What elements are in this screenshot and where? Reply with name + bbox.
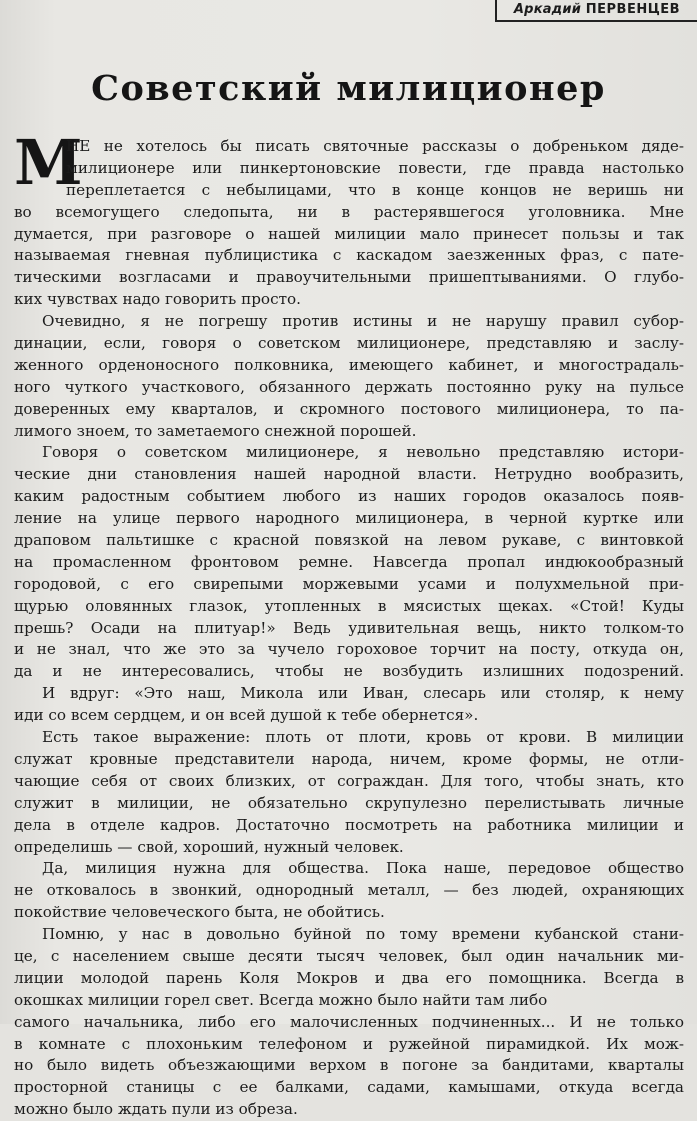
text-line: чающие себя от своих близких, от сограждан. Для того, чтобы знать, кто bbox=[14, 771, 684, 790]
text-line: женного орденоносного полковника, имеющего кабинет, и многострадаль- bbox=[14, 355, 684, 374]
text-line: да и не интересовались, чтобы не возбудить излишних подозрений. bbox=[14, 662, 684, 681]
text-line: И вдруг: «Это наш, Микола или Иван, слесарь или столяр, к нему bbox=[42, 684, 684, 703]
text-line: во всемогущего следопыта, ни в растерявшегося уголовника. Мне bbox=[14, 202, 684, 221]
author-first-name: Аркадий bbox=[513, 2, 582, 17]
text-line: доверенных ему кварталов, и скромного постового милиционера, то па- bbox=[14, 399, 684, 418]
text-line: в комнате с плохоньким телефоном и ружейной пирамидкой. Их мож- bbox=[14, 1034, 684, 1053]
text-line: переплетается с небылицами, что в конце концов не веришь ни bbox=[66, 180, 684, 199]
text-line: дела в отделе кадров. Достаточно посмотреть на работника милиции и bbox=[14, 815, 684, 834]
text-line: драповом пальтишке с красной повязкой на левом рукаве, с винтовкой bbox=[14, 531, 684, 550]
text-line: просторной станицы с ее балками, садами, камышами, откуда всегда bbox=[14, 1078, 684, 1097]
text-line: Очевидно, я не погрешу против истины и не нарушу правил субор- bbox=[42, 312, 684, 331]
article-title: Советский милиционер bbox=[91, 68, 606, 109]
article-body bbox=[14, 136, 684, 1121]
text-line: лиции молодой парень Коля Мокров и два его помощника. Всегда в bbox=[14, 968, 684, 987]
text-line: городовой, с его свирепыми моржевыми усами и полухмельной при- bbox=[14, 574, 684, 593]
text-line: самого начальника, либо его малочисленных подчиненных... И не только bbox=[14, 1012, 684, 1031]
text-line: ление на улице первого народного милиционера, в черной куртке или bbox=[14, 509, 684, 528]
text-line: служит в милиции, не обязательно скрупулезно перелистывать личные bbox=[14, 793, 684, 812]
text-line: Помню, у нас в довольно буйной по тому времени кубанской стани- bbox=[42, 925, 684, 944]
text-line: ного чуткого участкового, обязанного держать постоянно руку на пульсе bbox=[14, 377, 684, 396]
text-line: не отковалось в звонкий, однородный металл, — без людей, охраняющих bbox=[14, 881, 684, 900]
text-line: лимого зноем, то заметаемого снежной порошей. bbox=[14, 421, 417, 440]
text-line: называемая гневная публицистика с каскадом заезженных фраз, с пате- bbox=[14, 246, 684, 265]
text-line: но было видеть объезжающими верхом в погоне за бандитами, кварталы bbox=[14, 1056, 684, 1075]
text-line: прешь? Осади на плитуар!» Ведь удивительная вещь, никто толком-то bbox=[14, 618, 684, 637]
text-line: окошках милиции горел свет. Всегда можно было найти там либо bbox=[14, 990, 548, 1009]
text-line: на промасленном фронтовом ремне. Навсегда пропал индюкообразный bbox=[14, 552, 684, 571]
text-line: НЕ не хотелось бы писать святочные рассказы о добреньком дяде- bbox=[66, 137, 684, 155]
text-line: Говоря о советском милиционере, я невольно представляю истори- bbox=[42, 443, 684, 462]
text-line: каким радостным событием любого из наших городов оказалось появ- bbox=[14, 487, 684, 506]
text-line: покойствие человеческого быта, не обойтись. bbox=[14, 903, 385, 922]
text-line: можно было ждать пули из обреза. bbox=[14, 1100, 298, 1119]
text-line: Да, милиция нужна для общества. Пока наше, передовое общество bbox=[42, 859, 684, 878]
author-header bbox=[495, 0, 697, 22]
text-line: определишь — свой, хороший, нужный человек. bbox=[14, 837, 404, 856]
text-line: и не знал, что же это за чучело гороховое торчит на посту, откуда он, bbox=[14, 640, 684, 659]
text-line: милиционере или пинкертоновские повести, где правда настолько bbox=[66, 158, 684, 177]
drop-cap: М bbox=[14, 126, 83, 199]
text-line: иди со всем сердцем, и он всей душой к тебе обернется». bbox=[14, 706, 479, 725]
author-last-name: ПЕРВЕНЦЕВ bbox=[585, 2, 681, 17]
text-line: ких чувствах надо говорить просто. bbox=[14, 290, 301, 309]
text-line: служат кровные представители народа, ничем, кроме формы, не отли- bbox=[14, 749, 684, 768]
text-line: це, с населением свыше десяти тысяч человек, был один начальник ми- bbox=[14, 946, 684, 965]
text-line: щурью оловянных глазок, утопленных в мясистых щеках. «Стой! Куды bbox=[14, 596, 684, 615]
text-line: динации, если, говоря о советском милиционере, представляю и заслу- bbox=[14, 334, 684, 353]
text-line: Есть такое выражение: плоть от плоти, кровь от крови. В милиции bbox=[42, 728, 684, 747]
text-line: ческие дни становления нашей народной власти. Нетрудно вообразить, bbox=[14, 465, 684, 484]
text-line: думается, при разговоре о нашей милиции мало принесет пользы и так bbox=[14, 224, 684, 243]
text-line: тическими возгласами и правоучительными пришептываниями. О глубо- bbox=[14, 268, 684, 287]
